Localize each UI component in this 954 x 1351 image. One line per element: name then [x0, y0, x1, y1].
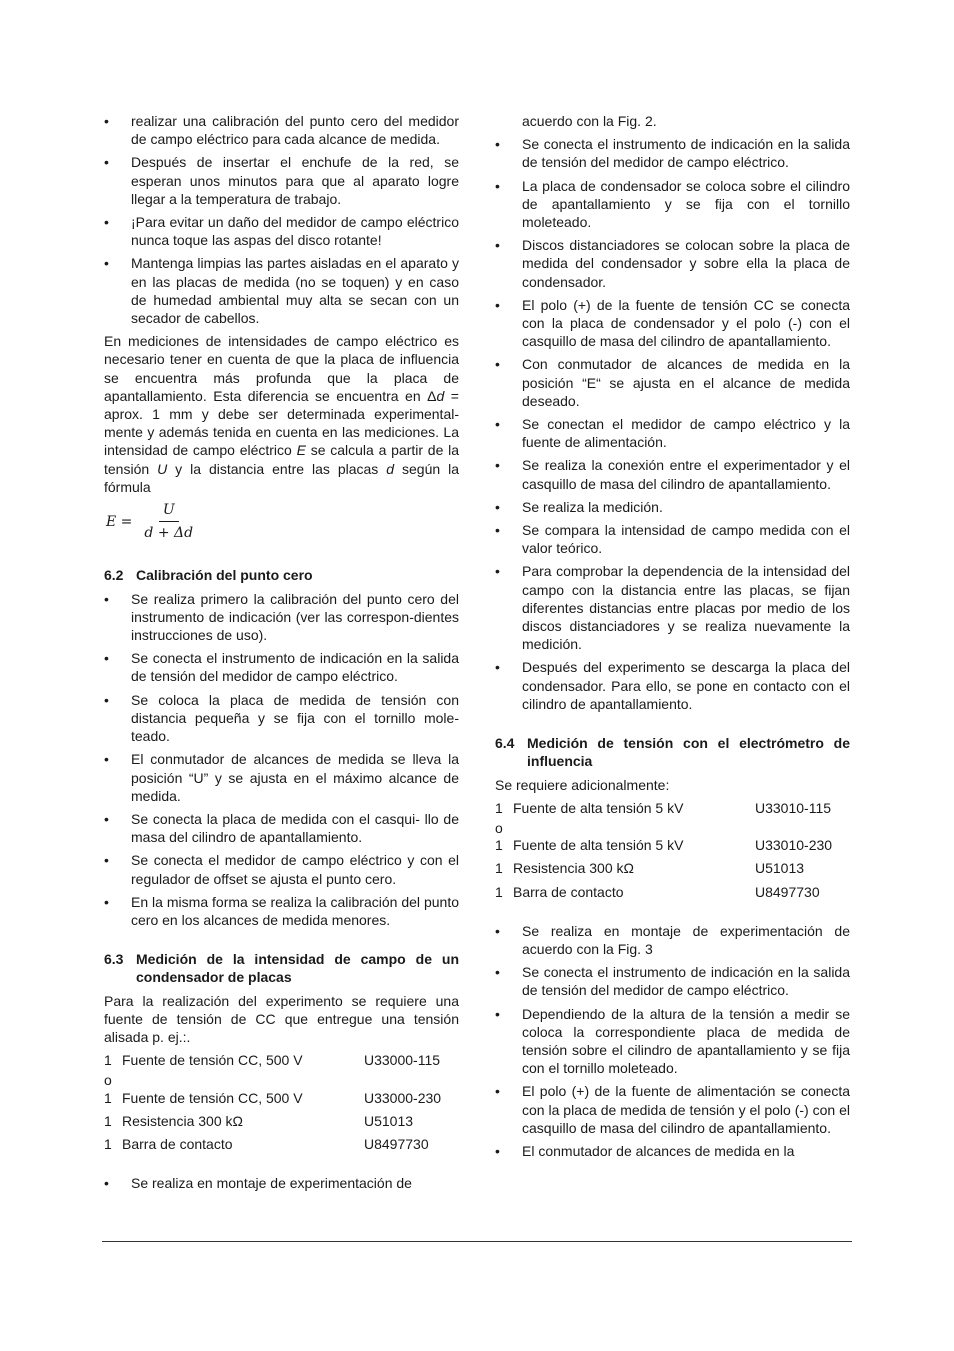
- bullet-item: • La placa de condensador se coloca sobre el cilindro de apantallamiento y se fija con el tornillo moleteado.: [495, 177, 850, 232]
- setup-bullet-list: [104, 1174, 459, 1192]
- body-paragraph: [104, 332, 459, 496]
- paragraph-text: = aprox. 1 mm y debe ser determinada experimental-mente y además tenida en cuenta en las mediciones. La intensidad de campo eléctrico: [104, 387, 459, 459]
- formula-numerator: U: [159, 501, 179, 522]
- bullet-item: • Se coloca la placa de medida de tensión con distancia pequeña y se fija con el tornillo mole-teado.: [104, 691, 459, 746]
- equipment-qty: 1: [104, 1112, 112, 1129]
- equipment-name: Barra de contacto: [513, 883, 624, 900]
- bullet-item: • Se conectan el medidor de campo eléctrico y la fuente de alimentación.: [495, 415, 850, 451]
- equipment-qty: 1: [104, 1089, 112, 1106]
- equipment-name: Fuente de alta tensión 5 kV: [513, 799, 684, 816]
- equipment-or: o: [104, 1072, 112, 1089]
- variable-d: d: [386, 460, 395, 477]
- section-intro: Para la realización del experimento se requiere una fuente de tensión de CC que entregue una tensión alisada p. ej.:.: [104, 992, 459, 1045]
- bullet-item: • ¡Para evitar un daño del medidor de campo eléctrico nunca toque las aspas del disco rotante!: [104, 213, 459, 249]
- equipment-row: [104, 1135, 459, 1153]
- equipment-row: [104, 1089, 459, 1107]
- equipment-or: o: [495, 819, 503, 836]
- bullet-item: • Con conmutador de alcances de medida en la posición “E“ se ajusta en el alcance de medida deseado.: [495, 355, 850, 410]
- variable-E: E: [296, 442, 306, 459]
- equipment-name: Barra de contacto: [122, 1135, 233, 1152]
- equipment-qty: 1: [495, 837, 503, 854]
- section-number: 6.2: [104, 567, 124, 584]
- section-number: 6.4: [495, 735, 515, 752]
- footer-rule: [102, 1241, 852, 1242]
- bullet-item: • Se conecta el instrumento de indicación en la salida de tensión del medidor de campo eléctrico.: [495, 135, 850, 171]
- equipment-row: [104, 1051, 459, 1069]
- electrometer-bullet-list: [495, 922, 850, 1160]
- bullet-item: • Discos distanciadores se colocan sobre la placa de medida del condensador y sobre ella la placa de condensador.: [495, 236, 850, 291]
- bullet-item: • Dependiendo de la altura de la tensión a medir se coloca la correspondiente placa de medida de tensión sobre el cilindro de apantallamiento y se fija con el tornillo moleteado.: [495, 1005, 850, 1078]
- bullet-item: • Se realiza en montaje de experimentación de: [104, 1174, 459, 1192]
- section-heading-6-4: [495, 734, 850, 770]
- formula-denominator: d + Δd: [144, 525, 194, 542]
- equipment-list: [495, 799, 850, 901]
- bullet-item: • El polo (+) de la fuente de alimentación se conecta con la placa de medida de tensión y el polo (-) con el casquillo de masa del cilindro de apantallamiento.: [495, 1082, 850, 1137]
- variable-d: d: [436, 387, 445, 404]
- section-intro: Se requiere adicionalmente:: [495, 776, 670, 793]
- variable-U: U: [157, 460, 168, 477]
- bullet-item: • En la misma forma se realiza la calibración del punto cero en los alcances de medida menores.: [104, 893, 459, 929]
- paragraph-text: y la distancia entre las placas: [167, 460, 387, 477]
- bullet-item: • Se realiza primero la calibración del punto cero del instrumento de indicación (ver las correspon-dientes instrucciones de uso).: [104, 590, 459, 645]
- left-column: [104, 112, 459, 1197]
- bullet-item: • Se conecta el instrumento de indicación en la salida de tensión del medidor de campo eléctrico.: [495, 963, 850, 999]
- bullet-item: • Se compara la intensidad de campo medida con el valor teórico.: [495, 521, 850, 557]
- equipment-row: [495, 836, 850, 854]
- equipment-qty: 1: [495, 883, 503, 900]
- equipment-name: Resistencia 300 kΩ: [513, 860, 634, 877]
- bullet-item: • Después de insertar el enchufe de la red, se esperan unos minutos para que al aparato logre llegar a la temperatura de trabajo.: [104, 153, 459, 208]
- bullet-item: • Después del experimento se descarga la placa del condensador. Para ello, se pone en contacto con el cilindro de apantallamiento.: [495, 658, 850, 713]
- equipment-code: U33000-115: [364, 1052, 441, 1069]
- right-column: [495, 112, 850, 1165]
- section-title: Medición de la intensidad de campo de un condensador de placas: [136, 951, 459, 986]
- bullet-item: • Para comprobar la dependencia de la intensidad del campo con la distancia entre las placas, se fijan diferentes distancias entre placas por medio de los discos distanciadores y se realiza nuevamente la medición.: [495, 562, 850, 653]
- plate-capacitor-bullet-list: [495, 135, 850, 713]
- section-title: Medición de tensión con el electrómetro de influencia: [527, 735, 850, 770]
- equipment-name: Resistencia 300 kΩ: [122, 1112, 243, 1129]
- equipment-code: U51013: [364, 1112, 414, 1129]
- equipment-code: U33010-115: [755, 799, 832, 816]
- equipment-code: U33010-230: [755, 837, 833, 854]
- section-number: 6.3: [104, 951, 124, 968]
- equipment-code: U8497730: [755, 883, 820, 900]
- bullet-item: • El polo (+) de la fuente de tensión CC se conecta con la placa de condensador y el polo (-) con el casquillo de masa del cilindro de apantallamiento.: [495, 296, 850, 351]
- bullet-item: • Se conecta el medidor de campo eléctrico y con el regulador de offset se ajusta el punto cero.: [104, 851, 459, 887]
- bullet-item: • Se conecta la placa de medida con el casqui- llo de masa del cilindro de apantallamiento.: [104, 810, 459, 846]
- equipment-name: Fuente de tensión CC, 500 V: [122, 1052, 303, 1069]
- bullet-item: • Se realiza la medición.: [495, 498, 850, 516]
- paragraph-text: En mediciones de intensidades de campo eléctrico es necesario tener en cuenta de que la placa de influencia se encuentra más profunda que la placa de apantallamiento. Esta diferencia se encuentra en Δ: [104, 333, 459, 404]
- calibration-bullet-list: [104, 590, 459, 929]
- intro-bullet-list: [104, 112, 459, 327]
- equipment-code: U8497730: [364, 1135, 429, 1152]
- equipment-row: [495, 799, 850, 817]
- equipment-qty: 1: [495, 860, 503, 877]
- bullet-item: • Mantenga limpias las partes aisladas en el aparato y en las placas de medida (no se toquen) y en caso de humedad ambiental muy alta se secan con un secador de cabellos.: [104, 254, 459, 327]
- equipment-code: U51013: [755, 860, 805, 877]
- section-heading-6-3: [104, 950, 459, 986]
- equipment-row: [104, 1112, 459, 1130]
- bullet-item: • El conmutador de alcances de medida se lleva la posición “U” y se ajusta en el máximo alcance de medida.: [104, 750, 459, 805]
- bullet-item: • Se conecta el instrumento de indicación en la salida de tensión del medidor de campo eléctrico.: [104, 649, 459, 685]
- equipment-qty: 1: [495, 799, 503, 816]
- equipment-name: Fuente de tensión CC, 500 V: [122, 1089, 303, 1106]
- equipment-qty: 1: [104, 1135, 112, 1152]
- bullet-item: • El conmutador de alcances de medida en la: [495, 1142, 850, 1160]
- bullet-continuation: acuerdo con la Fig. 2.: [522, 113, 657, 129]
- bullet-item: • realizar una calibración del punto cero del medidor de campo eléctrico para cada alcance de medida.: [104, 112, 459, 148]
- equipment-code: U33000-230: [364, 1089, 442, 1106]
- bullet-item: • Se realiza en montaje de experimentación de acuerdo con la Fig. 3: [495, 922, 850, 958]
- equipment-row: [495, 883, 850, 901]
- equipment-list: [104, 1051, 459, 1153]
- equipment-row: [495, 859, 850, 877]
- bullet-item: • Se realiza la conexión entre el experimentador y el casquillo de masa del cilindro de apantallamiento.: [495, 456, 850, 492]
- equipment-qty: 1: [104, 1052, 112, 1069]
- formula-fraction: [140, 501, 197, 542]
- section-heading-6-2: [104, 566, 459, 584]
- equipment-name: Fuente de alta tensión 5 kV: [513, 837, 684, 854]
- field-strength-formula: [106, 501, 459, 542]
- formula-lhs: E =: [106, 513, 133, 530]
- section-title: Calibración del punto cero: [136, 567, 313, 584]
- paragraph-text: según la fórmula: [104, 460, 459, 495]
- paragraph-text: se calcula a partir de la tensión: [104, 442, 460, 477]
